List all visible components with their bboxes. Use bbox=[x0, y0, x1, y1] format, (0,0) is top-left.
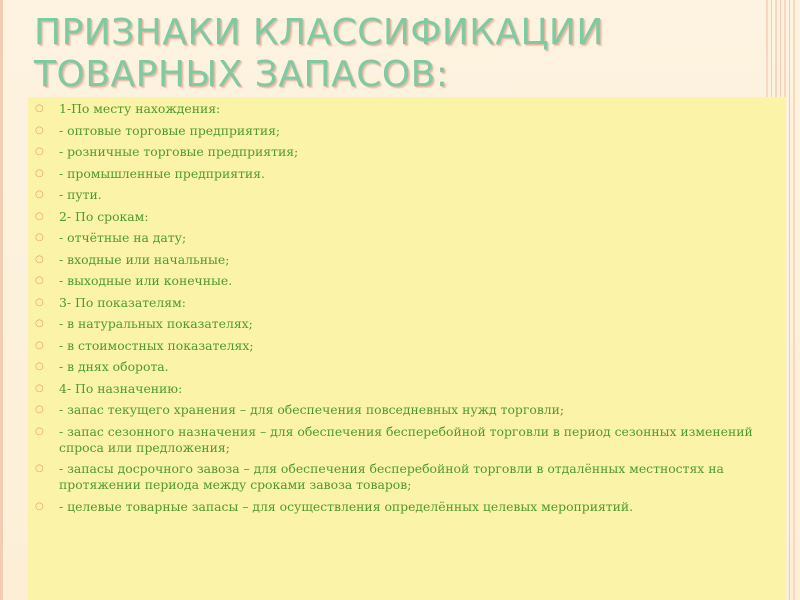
circle-bullet-icon: ○ bbox=[35, 146, 44, 157]
bullet-item bbox=[28, 209, 780, 225]
bullet-item bbox=[28, 295, 780, 311]
circle-bullet-icon: ○ bbox=[35, 404, 44, 415]
bullet-item bbox=[28, 316, 780, 332]
bullet-text: - выходные или конечные. bbox=[59, 273, 233, 288]
bullet-text: - запасы досрочного завоза – для обеспечения бесперебойной торговли в отдалённых местностях на протяжении периода между сроками завоза товаров; bbox=[59, 461, 724, 492]
circle-bullet-icon: ○ bbox=[35, 253, 44, 265]
bullet-text: 4- По назначению: bbox=[59, 380, 183, 396]
bullet-text: - в стоимостных показателях; bbox=[59, 337, 254, 353]
circle-bullet-icon: ○ bbox=[35, 296, 44, 308]
bullet-item bbox=[28, 101, 780, 117]
circle-bullet-icon: ○ bbox=[35, 275, 44, 286]
circle-bullet-icon: ○ bbox=[35, 500, 44, 512]
circle-bullet-icon: ○ bbox=[35, 318, 44, 329]
bullet-text: 3- По показателям: bbox=[59, 294, 186, 310]
bullet-item bbox=[28, 381, 780, 397]
circle-bullet-icon: ○ bbox=[35, 167, 44, 179]
bullet-text: - целевые товарные запасы – для осуществления определённых целевых мероприятий. bbox=[59, 498, 634, 514]
bullet-text: - отчётные на дату; bbox=[59, 230, 187, 245]
circle-bullet-icon: ○ bbox=[35, 103, 44, 114]
bullet-text: 2- По срокам: bbox=[59, 208, 149, 224]
bullet-text: 1-По месту нахождения: bbox=[59, 101, 221, 116]
bullet-item bbox=[28, 461, 780, 493]
bullet-item bbox=[28, 402, 780, 418]
bullet-item bbox=[28, 273, 780, 289]
bullet-item bbox=[28, 338, 780, 354]
bullet-text: - в днях оборота. bbox=[59, 359, 169, 374]
bullet-text: - в натуральных показателях; bbox=[59, 316, 253, 331]
circle-bullet-icon: ○ bbox=[35, 382, 44, 394]
bullet-text: - оптовые торговые предприятия; bbox=[59, 122, 281, 138]
circle-bullet-icon: ○ bbox=[35, 210, 44, 222]
bullet-item bbox=[28, 144, 780, 160]
circle-bullet-icon: ○ bbox=[35, 124, 44, 136]
circle-bullet-icon: ○ bbox=[35, 361, 44, 372]
slide-title: ПРИЗНАКИ КЛАССИФИКАЦИИ ТОВАРНЫХ ЗАПАСОВ: bbox=[34, 12, 604, 95]
bullet-text: - промышленные предприятия. bbox=[59, 165, 265, 181]
bullet-item bbox=[28, 123, 780, 139]
circle-bullet-icon: ○ bbox=[35, 425, 44, 437]
circle-bullet-icon: ○ bbox=[35, 189, 44, 200]
bullet-text: - розничные торговые предприятия; bbox=[59, 144, 299, 159]
bullet-item bbox=[28, 252, 780, 268]
bullet-text: - запас сезонного назначения – для обеспечения бесперебойной торговли в период сезонных изменений спроса или предложения; bbox=[59, 423, 753, 455]
circle-bullet-icon: ○ bbox=[35, 232, 44, 243]
bullet-text: - пути. bbox=[59, 187, 102, 202]
left-border-decoration bbox=[0, 0, 3, 600]
bullet-text: - входные или начальные; bbox=[59, 251, 230, 267]
bullet-item bbox=[28, 187, 780, 203]
circle-bullet-icon: ○ bbox=[35, 339, 44, 351]
bullet-item bbox=[28, 230, 780, 246]
bullet-text: - запас текущего хранения – для обеспечения повседневных нужд торговли; bbox=[59, 402, 565, 417]
content-box bbox=[28, 97, 786, 600]
bullet-list bbox=[28, 97, 786, 515]
bullet-item bbox=[28, 499, 780, 515]
bullet-item bbox=[28, 359, 780, 375]
bullet-item bbox=[28, 166, 780, 182]
bullet-item bbox=[28, 424, 780, 456]
circle-bullet-icon: ○ bbox=[35, 463, 44, 474]
